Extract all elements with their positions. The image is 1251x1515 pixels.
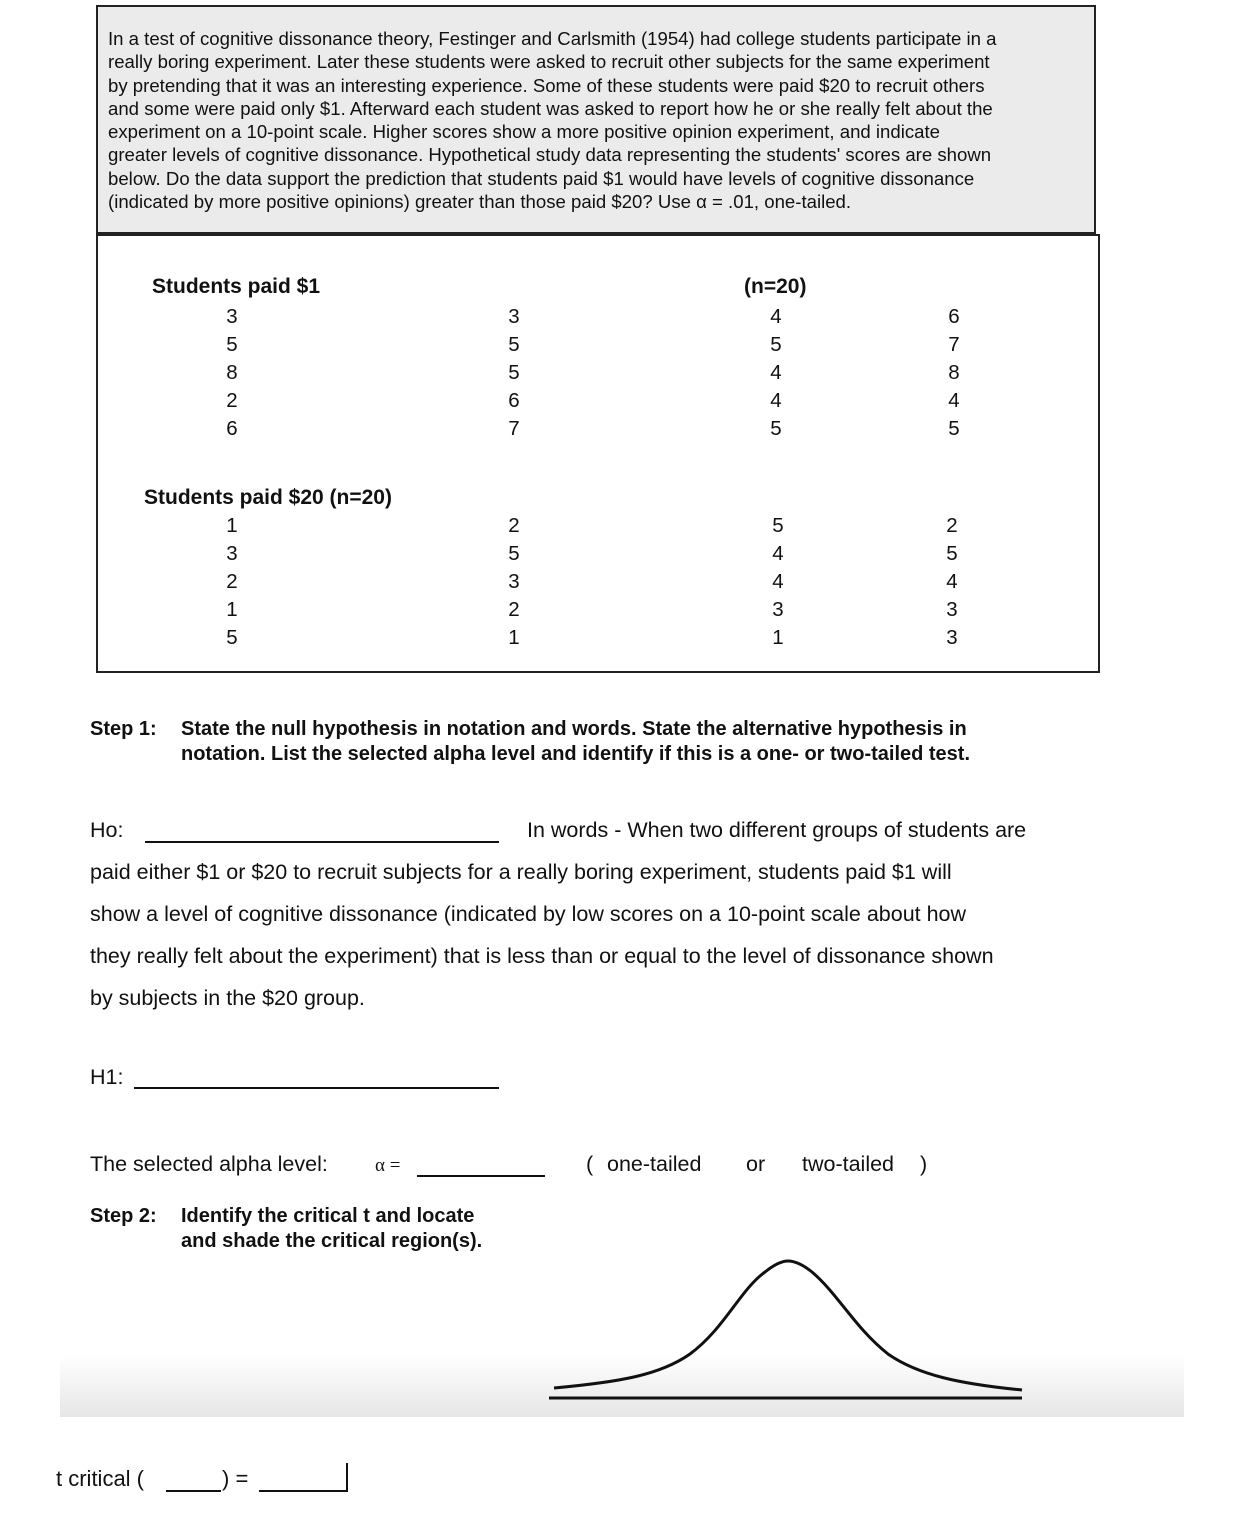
score-cell: 4 <box>770 305 782 328</box>
score-cell: 3 <box>946 598 958 621</box>
score-cell: 5 <box>508 333 520 356</box>
group1-column-4 <box>934 303 974 443</box>
score-cell: 5 <box>946 542 958 565</box>
t-critical-df-blank[interactable] <box>166 1470 221 1492</box>
score-cell: 6 <box>508 389 520 412</box>
h0-label: Ho: <box>90 818 124 842</box>
score-cell: 1 <box>226 598 238 621</box>
score-cell: 4 <box>770 389 782 412</box>
group1-title: Students paid $1 <box>152 275 321 298</box>
t-critical-close-equals: ) = <box>222 1466 249 1491</box>
alpha-label: The selected alpha level: <box>90 1152 328 1176</box>
score-cell: 4 <box>946 570 958 593</box>
score-cell: 5 <box>226 626 238 649</box>
h1-label: H1: <box>90 1065 124 1089</box>
distribution-curve-graphic[interactable] <box>540 1250 1040 1410</box>
score-cell: 4 <box>948 389 960 412</box>
score-cell: 5 <box>770 417 782 440</box>
problem-statement: In a test of cognitive dissonance theory, Festinger and Carlsmith (1954) had college students participate in a really boring experiment. Later these students were asked to recruit other subjects for the same experiment by pretending that it was an interesting experience. Some of these students were paid $20 to recruit others and some were paid only $1. Afterward each student was asked to report how he or she really felt about the experiment on a 10-point scale. Higher scores show a more positive opinion experiment, and indicate greater levels of cognitive dissonance. Hypothetical study data representing the students' scores are shown below. Do the data support the prediction that students paid $1 would have levels of cognitive dissonance (indicated by more positive opinions) greater than those paid $20? Use α = .01, one-tailed. <box>108 28 997 213</box>
score-cell: 3 <box>226 542 238 565</box>
score-cell: 6 <box>948 305 960 328</box>
score-cell: 3 <box>226 305 238 328</box>
score-cell: 6 <box>226 417 238 440</box>
t-critical-value-blank[interactable] <box>259 1470 347 1492</box>
score-cell: 2 <box>508 514 520 537</box>
score-cell: 3 <box>772 598 784 621</box>
score-cell: 3 <box>508 570 520 593</box>
h0-words-line3: show a level of cognitive dissonance (indicated by low scores on a 10-point scale about how <box>90 902 967 926</box>
score-cell: 5 <box>226 333 238 356</box>
t-distribution-curve <box>554 1261 1022 1390</box>
score-cell: 2 <box>226 389 238 412</box>
page-lower-area <box>0 1417 1251 1515</box>
score-cell: 4 <box>770 361 782 384</box>
score-cell: 5 <box>508 542 520 565</box>
group2-column-2 <box>494 512 534 652</box>
alpha-symbol: α = <box>375 1155 401 1176</box>
score-cell: 1 <box>226 514 238 537</box>
score-cell: 8 <box>226 361 238 384</box>
or-text: or <box>746 1152 766 1176</box>
group1-n-label: (n=20) <box>744 275 807 298</box>
h0-words-line2: paid either $1 or $20 to recruit subjects for a really boring experiment, students paid $1 will <box>90 860 952 884</box>
score-cell: 5 <box>508 361 520 384</box>
score-cell: 8 <box>948 361 960 384</box>
score-cell: 5 <box>770 333 782 356</box>
group2-column-4 <box>932 512 972 652</box>
score-cell: 2 <box>946 514 958 537</box>
step2-line1: Identify the critical t and locate <box>181 1205 475 1227</box>
group1-column-2 <box>494 303 534 443</box>
step1-line1: State the null hypothesis in notation and words. State the alternative hypothesis in <box>181 718 967 740</box>
tail-open-paren: ( <box>586 1152 594 1176</box>
score-cell: 4 <box>772 542 784 565</box>
h1-answer-blank[interactable] <box>134 1068 499 1089</box>
alpha-answer-blank[interactable] <box>417 1156 545 1177</box>
score-cell: 2 <box>226 570 238 593</box>
step1-line2: notation. List the selected alpha level and identify if this is a one- or two-tailed test. <box>181 743 971 765</box>
score-cell: 1 <box>772 626 784 649</box>
t-critical-label: t critical ( <box>56 1466 144 1491</box>
group2-title: Students paid $20 (n=20) <box>144 486 392 509</box>
score-cell: 4 <box>772 570 784 593</box>
score-cell: 3 <box>946 626 958 649</box>
h0-words-line1: In words - When two different groups of students are <box>527 818 1027 842</box>
h0-words-line4: they really felt about the experiment) that is less than or equal to the level of dissonance shown <box>90 944 994 968</box>
h0-words-line5: by subjects in the $20 group. <box>90 986 365 1010</box>
step2-line2: and shade the critical region(s). <box>181 1230 483 1252</box>
step1-label: Step 1: <box>90 718 157 740</box>
score-cell: 7 <box>948 333 960 356</box>
score-cell: 7 <box>508 417 520 440</box>
group2-column-3 <box>758 512 798 652</box>
group1-column-1 <box>212 303 252 443</box>
score-cell: 2 <box>508 598 520 621</box>
one-tailed-option[interactable]: one-tailed <box>607 1152 702 1176</box>
score-cell: 1 <box>508 626 520 649</box>
group1-column-3 <box>756 303 796 443</box>
score-cell: 5 <box>948 417 960 440</box>
two-tailed-option[interactable]: two-tailed <box>802 1152 895 1176</box>
score-cell: 5 <box>772 514 784 537</box>
h0-answer-blank[interactable] <box>145 822 499 843</box>
tail-close-paren: ) <box>920 1152 928 1176</box>
group2-column-1 <box>212 512 252 652</box>
step2-label: Step 2: <box>90 1205 157 1227</box>
text-cursor <box>346 1463 348 1492</box>
score-cell: 3 <box>508 305 520 328</box>
